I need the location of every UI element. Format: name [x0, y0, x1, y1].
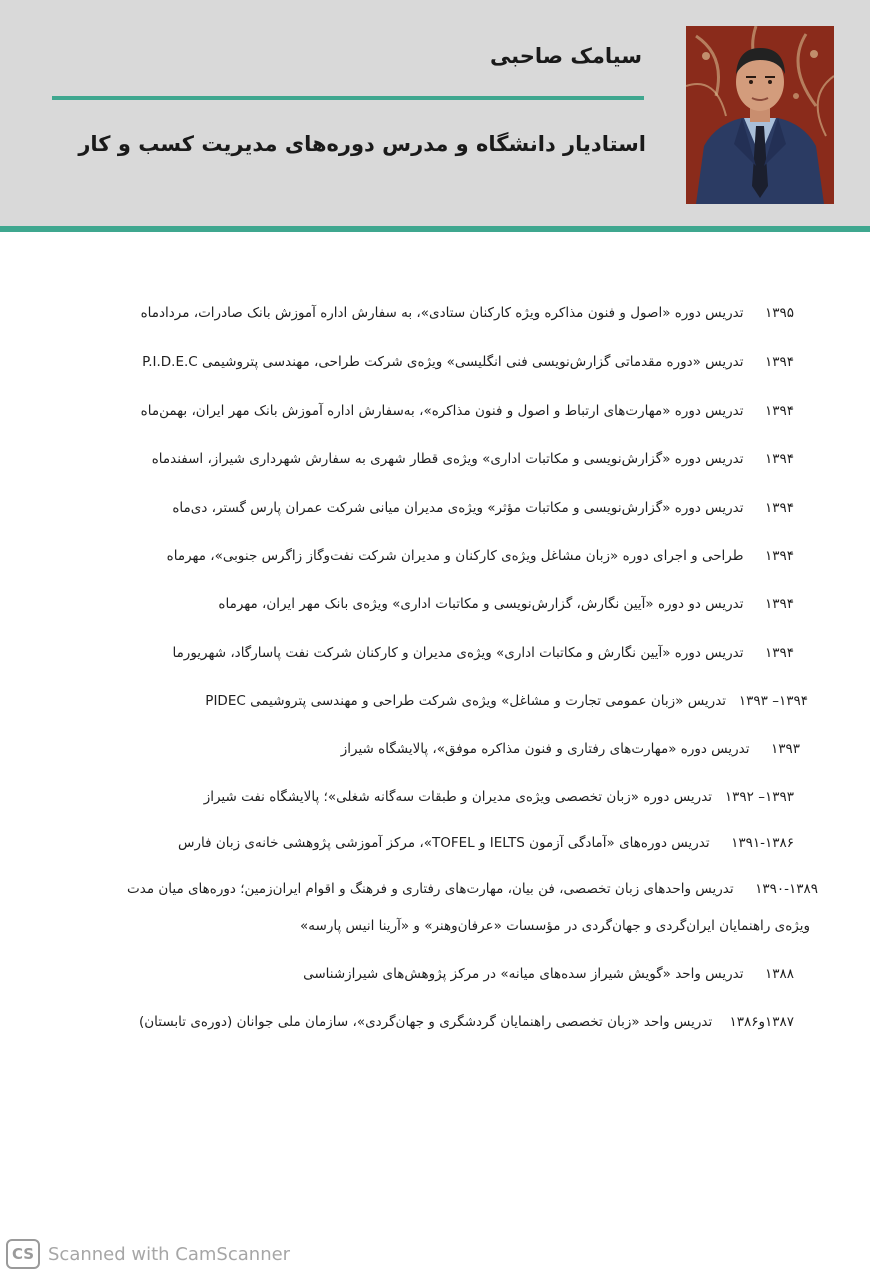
list-item	[205, 693, 808, 709]
list-item	[341, 741, 800, 757]
entry-text: تدریس دوره‌های «آمادگی آزمون IELTS و TOFEL»، مرکز آموزشی پژوهشی خانه‌ی زبان فارس	[177, 835, 710, 851]
entry-text: تدریس دوره «گزارش‌نویسی و مکاتبات اداری» ویژه‌ی قطار شهری به سفارش شهرداری شیراز، اسفندماه	[151, 451, 744, 467]
scanner-watermark	[6, 1238, 290, 1270]
list-item	[152, 451, 794, 467]
entry-year: ۱۳۹۰-۱۳۸۹	[755, 881, 818, 897]
list-item	[204, 789, 794, 805]
entry-text: تدریس واحد «گویش شیراز سده‌های میانه» در مرکز پژوهش‌های شیرازشناسی	[303, 966, 744, 982]
entry-year: ۱۳۹۳	[770, 741, 800, 757]
watermark-text: Scanned with CamScanner	[48, 1243, 291, 1265]
camscanner-logo-icon: CS	[6, 1239, 40, 1269]
entry-year: ۱۳۹۴	[764, 451, 794, 467]
list-item	[172, 645, 794, 661]
entry-year: ۱۳۹۴	[764, 354, 794, 370]
entry-year: ۱۳۹۳– ۱۳۹۲	[724, 789, 794, 805]
entry-year: ۱۳۹۴	[764, 403, 794, 419]
entry-year: ۱۳۸۷و۱۳۸۶	[729, 1014, 794, 1030]
entry-text: تدریس دوره «مهارت‌های ارتباط و اصول و فنون مذاکره»، به‌سفارش اداره آموزش بانک مهر ایران، بهمن‌ماه	[140, 403, 744, 419]
entry-year: ۱۳۹۴– ۱۳۹۳	[738, 693, 808, 709]
entry-text: ویژه‌ی راهنمایان ایران‌گردی و جهان‌گردی در مؤسسات «عرفان‌وهنر» و «آرینا انیس پارسه»	[300, 918, 810, 934]
entry-year: ۱۳۹۴	[764, 500, 794, 516]
entry-text: تدریس دوره «گزارش‌نویسی و مکاتبات مؤثر» ویژه‌ی مدیران میانی شرکت عمران پارس گستر، دی‌ماه	[172, 500, 744, 516]
entry-text: تدریس واحدهای زبان تخصصی، فن بیان، مهارت‌های رفتاری و فرهنگ و اقوام ایران‌زمین؛ دوره‌های میان مدت	[127, 881, 734, 897]
entry-text: تدریس دوره «زبان تخصصی ویژه‌ی مدیران و طبقات سه‌گانه شغلی»؛ پالایشگاه نفت شیراز	[203, 789, 713, 805]
entry-year: ۱۳۹۵	[764, 305, 794, 321]
list-item	[303, 966, 794, 982]
list-item	[300, 918, 810, 934]
entry-text: تدریس دوره «مهارت‌های رفتاری و فنون مذاکره موفق»، پالایشگاه شیراز	[340, 741, 750, 757]
entry-year: ۱۳۹۴	[764, 645, 794, 661]
entry-text: تدریس واحد «زبان تخصصی راهنمایان گردشگری و جهان‌گردی»، سازمان ملی جوانان (دوره‌ی تابستان)	[139, 1014, 713, 1030]
entry-text: طراحی و اجرای دوره «زبان مشاغل ویژه‌ی کارکنان و مدیران شرکت نفت‌وگاز زاگرس جنوبی»، مهرماه	[166, 548, 744, 564]
list-item	[139, 1014, 794, 1030]
list-item	[167, 548, 794, 564]
person-name: سیامک صاحبی	[489, 44, 642, 68]
list-item	[178, 835, 794, 851]
list-item	[142, 354, 794, 370]
list-item	[127, 881, 818, 897]
list-item	[172, 500, 794, 516]
list-item	[218, 596, 794, 612]
entry-text: تدریس «دوره مقدماتی گزارش‌نویسی فنی انگلیسی» ویژه‌ی شرکت طراحی، مهندسی پتروشیمی P.I.D.E.C	[142, 354, 744, 370]
entry-text: تدریس دو دوره «آیین نگارش، گزارش‌نویسی و مکاتبات اداری» ویژه‌ی بانک مهر ایران، مهرماه	[218, 596, 744, 612]
list-item	[141, 305, 794, 321]
entry-text: تدریس دوره «اصول و فنون مذاکره ویژه کارکنان ستادی»، به سفارش اداره آموزش بانک صادرات، مردادماه	[140, 305, 744, 321]
entry-year: ۱۳۹۴	[764, 548, 794, 564]
entry-text: تدریس «زبان عمومی تجارت و مشاغل» ویژه‌ی شرکت طراحی و مهندسی پتروشیمی PIDEC	[205, 693, 727, 709]
entry-year: ۱۳۸۸	[764, 966, 794, 982]
entry-year: ۱۳۹۴	[764, 596, 794, 612]
person-title: استادیار دانشگاه و مدرس دوره‌های مدیریت کسب و کار	[78, 132, 646, 156]
entry-text: تدریس دوره «آیین نگارش و مکاتبات اداری» ویژه‌ی مدیران و کارکنان شرکت نفت پاسارگاد، شهریورما	[172, 645, 744, 661]
entry-year: ۱۳۹۱-۱۳۸۶	[731, 835, 794, 851]
list-item	[141, 403, 794, 419]
